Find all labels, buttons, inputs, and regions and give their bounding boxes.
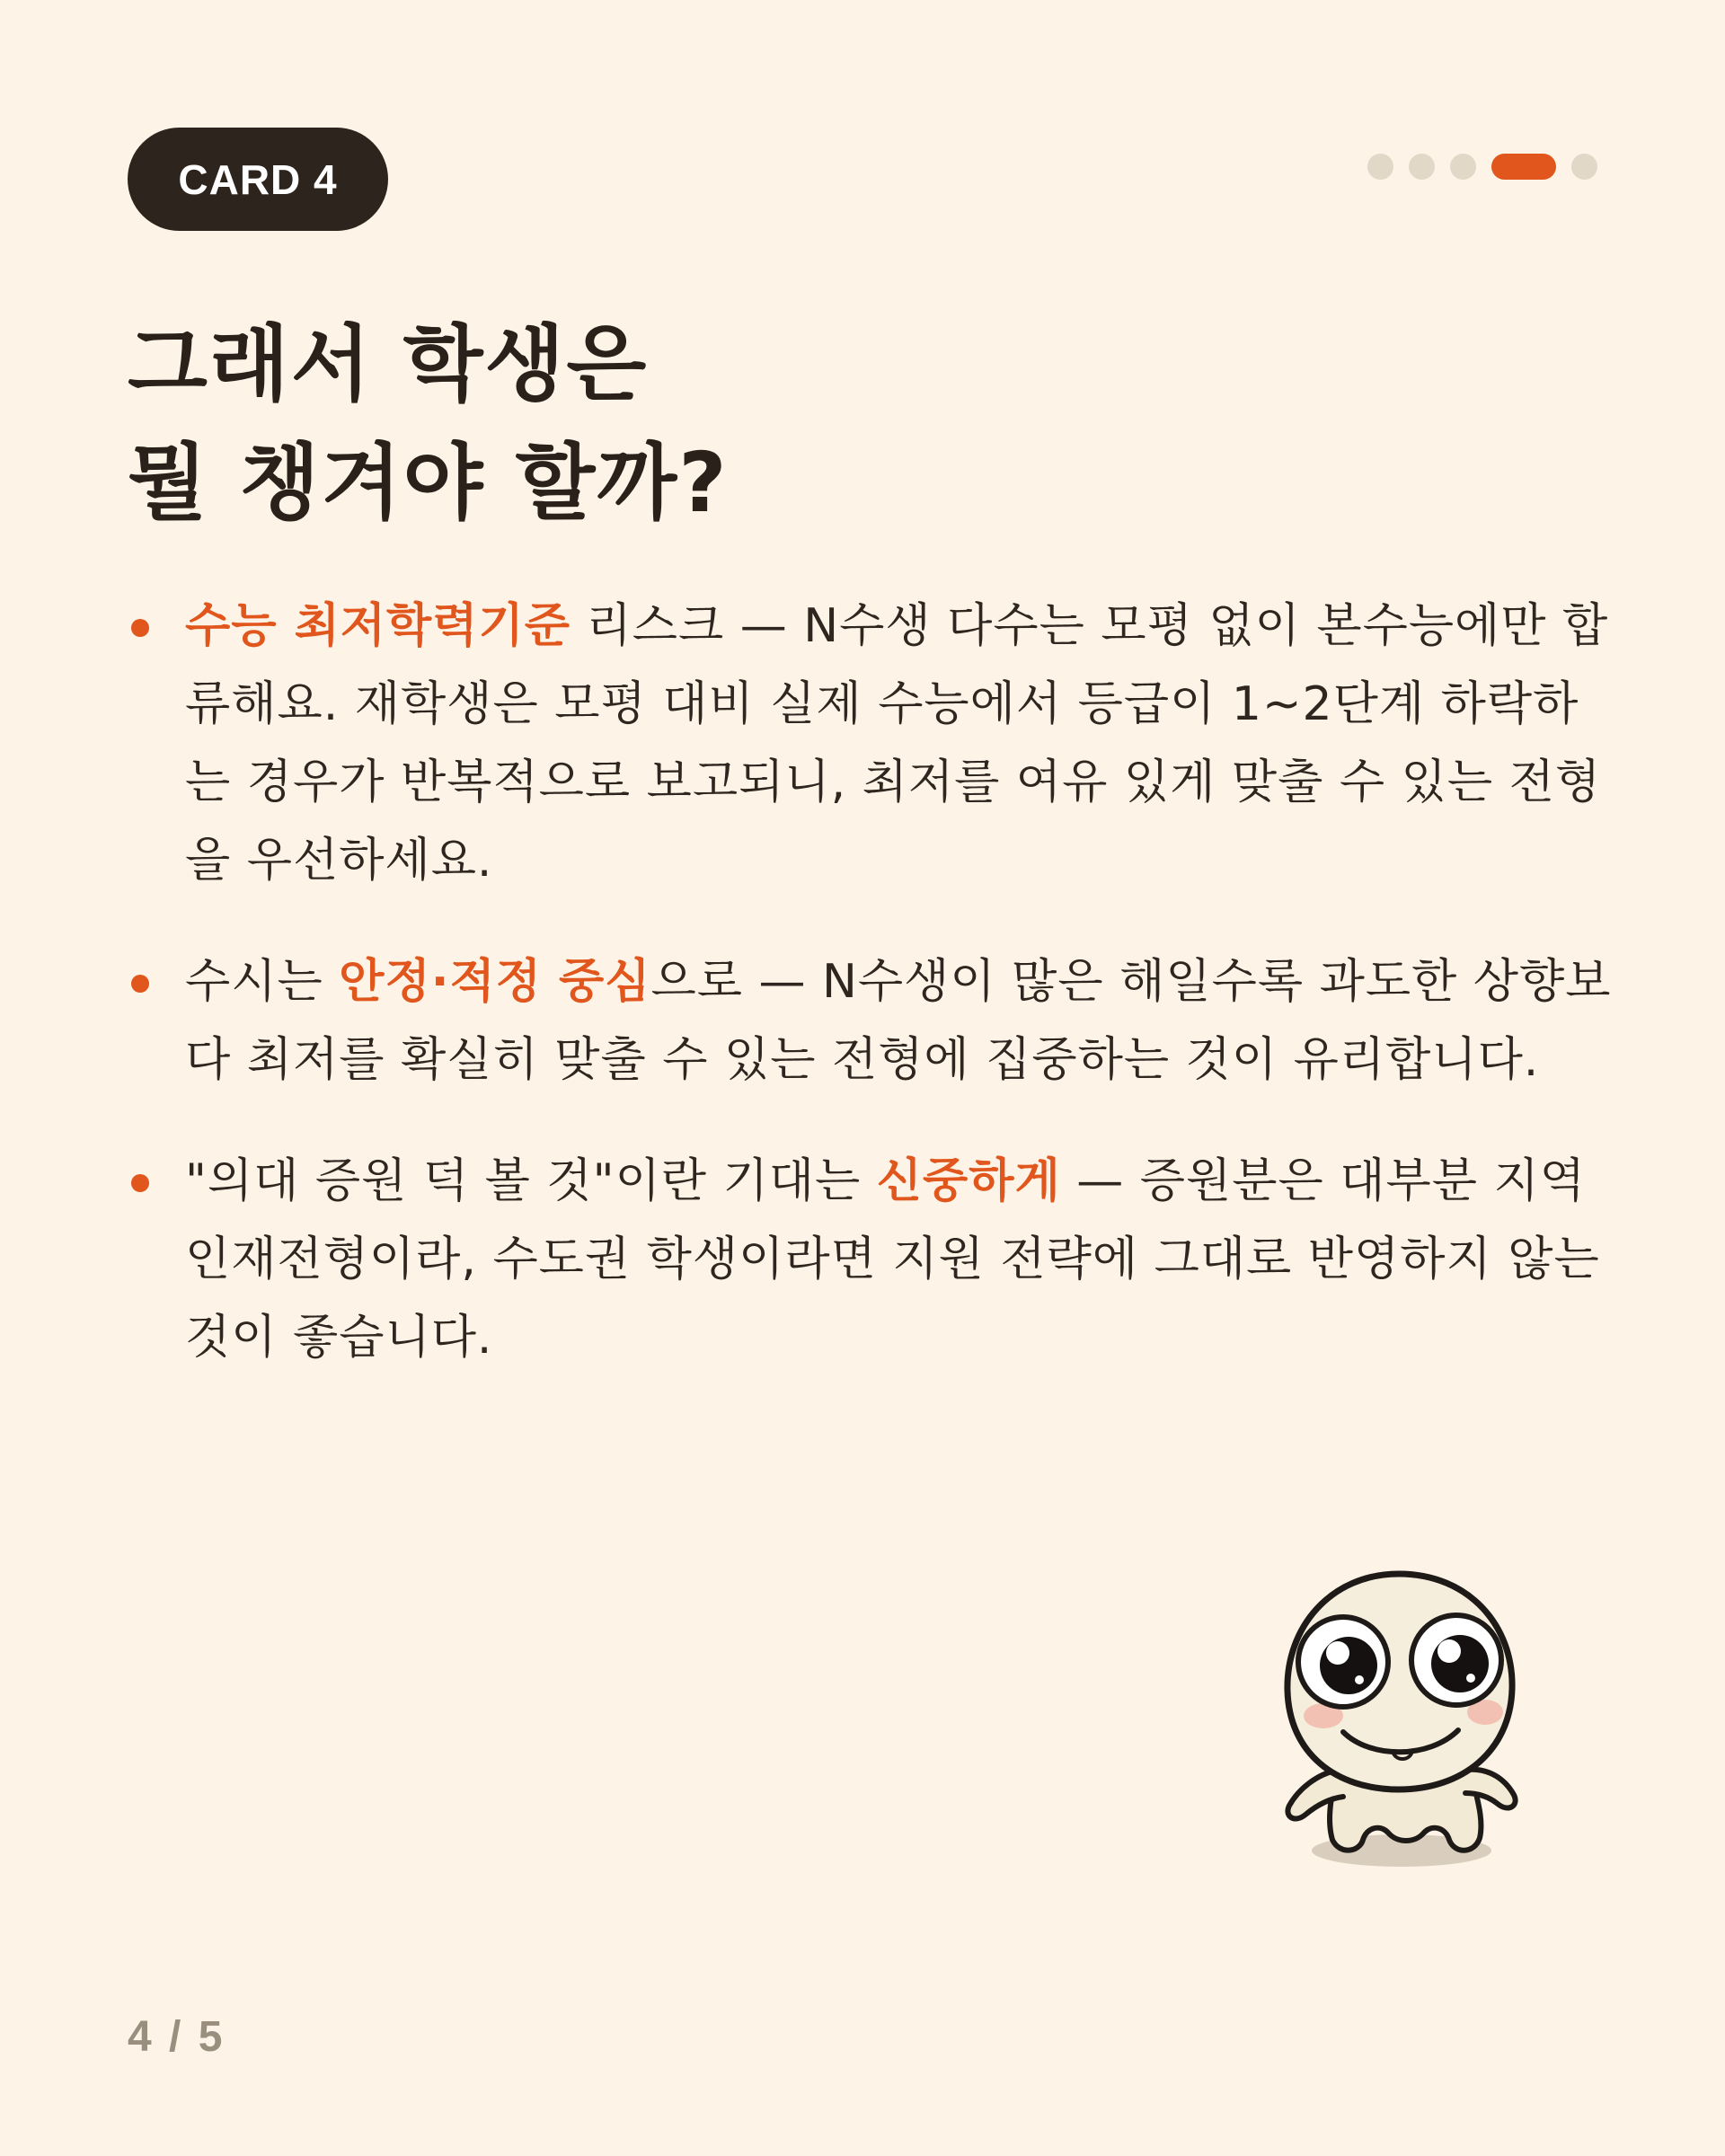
- pagination-dot-3[interactable]: [1450, 154, 1476, 180]
- list-item: [128, 1143, 1619, 1377]
- bullet-highlight: 수능 최저학력기준: [185, 599, 571, 653]
- bullet-list: [128, 588, 1619, 1420]
- bullet-text-after: 으로 — N수생이 많은 해일수록 과도한 상향보다 최저를 확실히 맞출 수 있는 전형에 집중하는 것이 유리합니다.: [185, 955, 1612, 1087]
- bullet-text-after: 리스크 — N수생 다수는 모평 없이 본수능에만 합류해요. 재학생은 모평 대비 실제 수능에서 등급이 1~2단계 하락하는 경우가 반복적으로 보고되니, 최저를 여유 있게 맞출 수 있는 전형을 우선하세요.: [185, 599, 1609, 888]
- bullet-dot-icon: [131, 975, 149, 993]
- pagination-dot-1[interactable]: [1367, 154, 1393, 180]
- title-line-1: 그래서 학생은: [128, 316, 649, 412]
- list-item: [128, 943, 1619, 1100]
- bullet-text-after: — 증원분은 대부분 지역인재전형이라, 수도권 학생이라면 지원 전략에 그대로 반영하지 않는 것이 좋습니다.: [185, 1154, 1600, 1365]
- bullet-highlight: 신중하게: [876, 1154, 1061, 1208]
- bullet-highlight: 안정·적정 중심: [339, 955, 651, 1009]
- bullet-dot-icon: [131, 619, 149, 637]
- smiling-mascot-icon: [1253, 1554, 1541, 1878]
- bullet-text-before: 수시는: [185, 955, 340, 1009]
- title-line-2: 뭘 챙겨야 할까?: [128, 435, 729, 531]
- page-title: [128, 305, 1385, 543]
- page-indicator: 4 / 5: [128, 2013, 226, 2061]
- pagination-dot-2[interactable]: [1409, 154, 1435, 180]
- list-item: [128, 588, 1619, 900]
- card-badge: CARD 4: [128, 128, 388, 231]
- pagination-dot-4-active[interactable]: [1491, 154, 1556, 180]
- bullet-text-before: "의대 증원 덕 볼 것"이란 기대는: [185, 1154, 877, 1208]
- pagination-dot-5[interactable]: [1571, 154, 1597, 180]
- pagination-dots: [1367, 153, 1597, 180]
- bullet-dot-icon: [131, 1174, 149, 1192]
